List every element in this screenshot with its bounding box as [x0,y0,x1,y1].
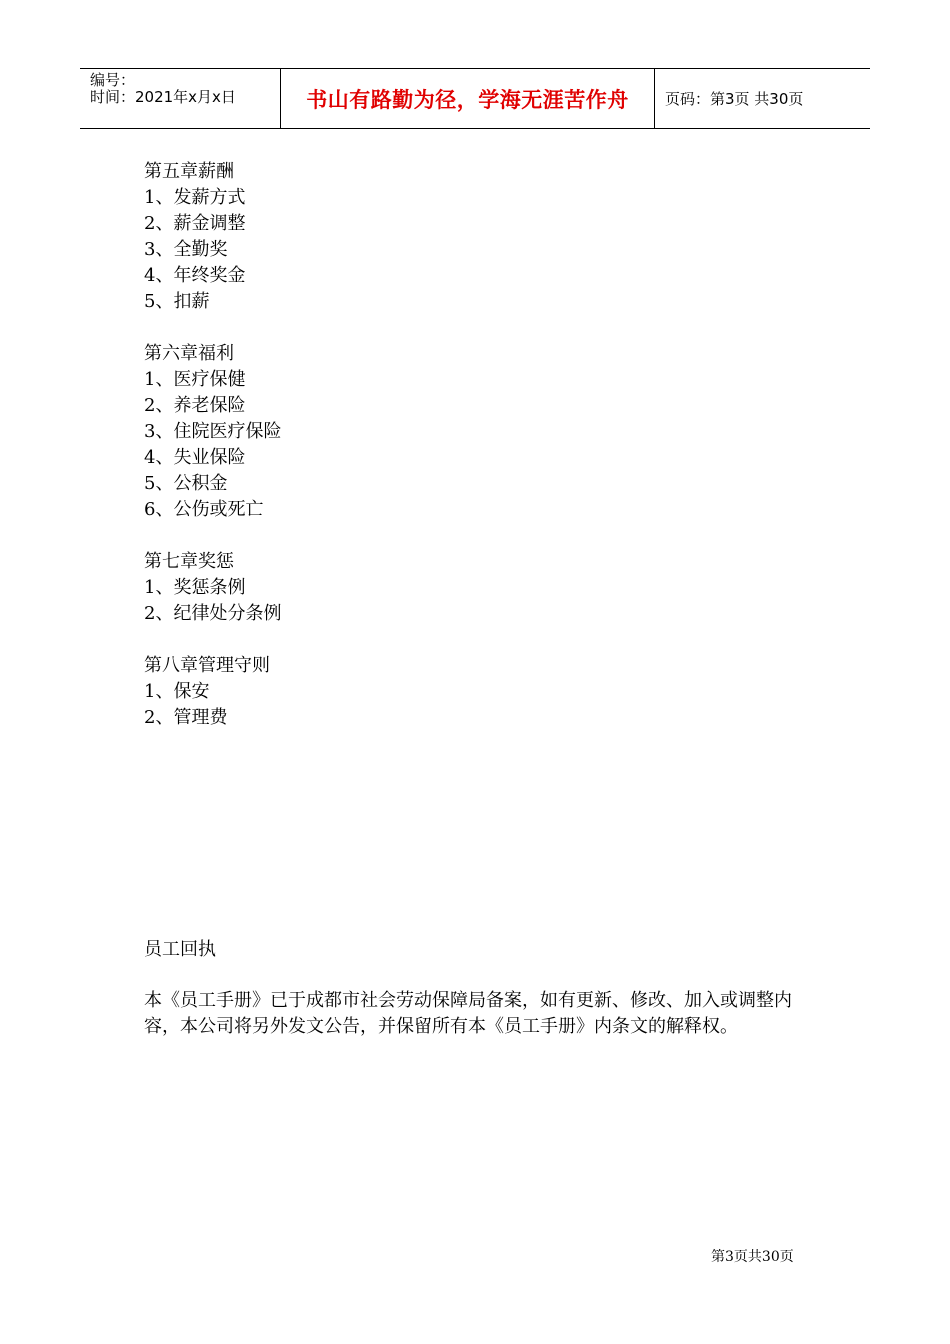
list-item: 5、扣薪 [144,291,210,312]
list-item: 6、公伤或死亡 [144,499,264,520]
list-item: 1、保安 [144,681,210,702]
number-label: 编号： [90,71,136,89]
time-label: 时间：2021年x月x日 [90,88,236,106]
chapter-title: 第七章奖惩 [144,551,234,572]
list-item: 1、发薪方式 [144,187,246,208]
list-item: 2、薪金调整 [144,213,246,234]
spacer [144,523,824,549]
receipt-body: 本《员工手册》已于成都市社会劳动保障局备案，如有更新、修改、加入或调整内容，本公司将另外发文公告，并保留所有本《员工手册》内条文的解释权。 [144,990,792,1037]
list-item: 4、失业保险 [144,447,246,468]
receipt-title: 员工回执 [144,939,216,960]
list-item: 1、医疗保健 [144,369,246,390]
header-meta [80,69,281,128]
header-motto-cell [281,69,655,128]
list-item: 2、纪律处分条例 [144,603,282,624]
list-item: 2、养老保险 [144,395,246,416]
chapter-title: 第五章薪酬 [144,161,234,182]
header-page-label: 页码：第3页 共30页 [665,90,804,108]
spacer [144,315,824,341]
chapter-title: 第八章管理守则 [144,655,270,676]
page-footer: 第3页共30页 [711,1249,794,1265]
list-item: 4、年终奖金 [144,265,246,286]
list-item: 3、全勤奖 [144,239,228,260]
list-item: 2、管理费 [144,707,228,728]
list-item: 3、住院医疗保险 [144,421,282,442]
page-header [80,68,870,129]
chapter-list [144,159,824,731]
chapter-title: 第六章福利 [144,343,234,364]
list-item: 5、公积金 [144,473,228,494]
motto: 书山有路勤为径，学海无涯苦作舟 [306,87,629,112]
spacer [144,627,824,653]
list-item: 1、奖惩条例 [144,577,246,598]
